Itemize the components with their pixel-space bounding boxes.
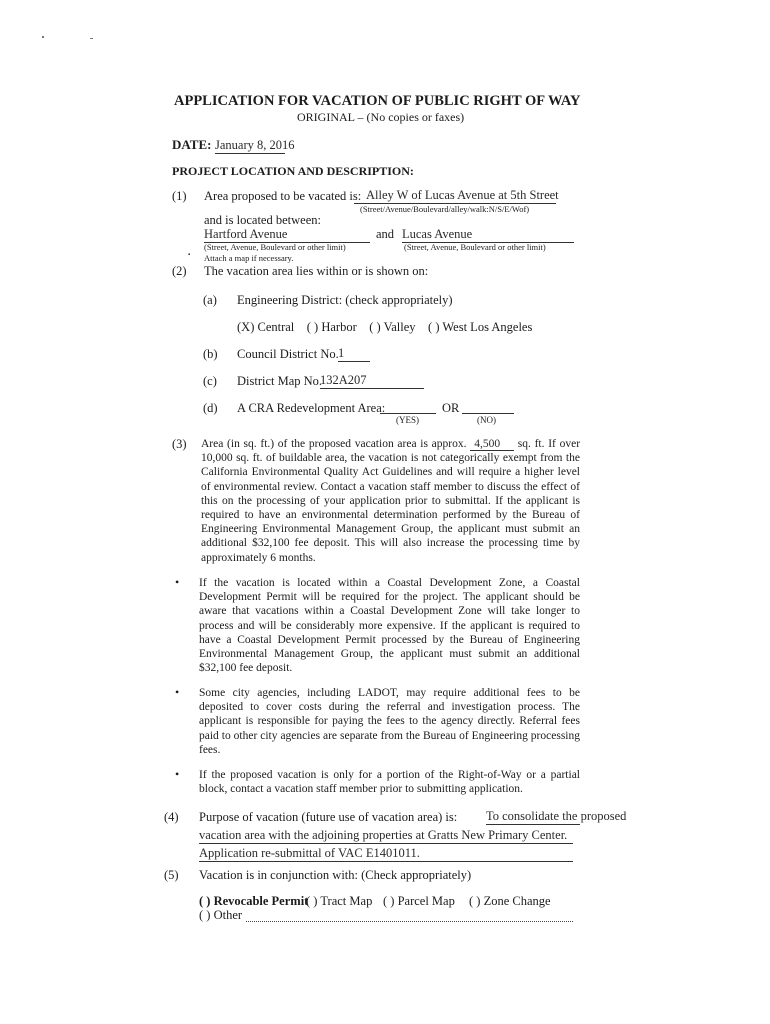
cra-or: OR: [442, 401, 460, 415]
item4-purpose-line1[interactable]: To consolidate the proposed: [486, 809, 627, 823]
item2d-label: A CRA Redevelopment Area:: [237, 401, 386, 415]
other-checkbox[interactable]: ( ) Other: [199, 908, 243, 922]
date-value[interactable]: January 8, 2016: [215, 138, 295, 152]
item2-label: The vacation area lies within or is shown on:: [204, 264, 429, 278]
item5-number: (5): [164, 868, 179, 882]
bullet-dot-icon: •: [175, 767, 180, 781]
page-title: APPLICATION FOR VACATION OF PUBLIC RIGHT OF WAY: [174, 93, 581, 109]
item1-between-b-field[interactable]: Lucas Avenue: [402, 227, 574, 243]
item2a-label: Engineering District: (check appropriately): [237, 293, 453, 307]
item4-purpose-line2[interactable]: vacation area with the adjoining properties at Gratts New Primary Center.: [199, 828, 573, 844]
scan-speck: [90, 38, 93, 39]
bullet-square-icon: ▪: [188, 252, 191, 258]
item5-label: Vacation is in conjunction with: (Check appropriately): [199, 868, 472, 882]
item1-attach-note: Attach a map if necessary.: [204, 253, 294, 263]
district-options[interactable]: (X) Central ( ) Harbor ( ) Valley ( ) West Los Angeles: [237, 320, 533, 334]
tract-map-checkbox[interactable]: ( ) Tract Map: [306, 894, 373, 908]
scan-speck: [42, 36, 44, 38]
item1-between-label: and is located between:: [204, 213, 321, 227]
zone-change-checkbox[interactable]: ( ) Zone Change: [469, 894, 551, 908]
item2c-label: District Map No.: [237, 374, 323, 388]
section-title: PROJECT LOCATION AND DESCRIPTION:: [172, 164, 414, 178]
item2-number: (2): [172, 264, 187, 278]
cra-yes-field[interactable]: [380, 402, 436, 414]
revocable-permit-checkbox[interactable]: ( ) Revocable Permit: [199, 894, 309, 908]
item1-area-caption: (Street/Avenue/Boulevard/alley/walk:N/S/E/Wof): [360, 204, 530, 214]
item2a-number: (a): [203, 293, 217, 307]
item1-between-a-field[interactable]: Hartford Avenue: [204, 227, 370, 243]
bullet-agencies: Some city agencies, including LADOT, may require additional fees to be deposited to cover costs during the referral and investigation process. The applicant is responsible for paying the fees to the agency directly. Referral fees paid to other city agencies are separate from the Bureau of Engineering processing fees.: [199, 687, 580, 756]
cra-no-caption: (NO): [477, 415, 496, 425]
parcel-map-checkbox[interactable]: ( ) Parcel Map: [383, 894, 455, 908]
bullet-coastal: If the vacation is located within a Coastal Development Zone, a Coastal Development Permit will be required for the project. The applicant should be aware that vacations within a Coastal Development Zone will take longer to process and will be considerably more expensive. If the applicant is required to have a Coastal Development Permit processed by the Bureau of Engineering Environmental Management Group, the applicant must submit an additional $32,100 fee deposit.: [199, 577, 580, 675]
item1-label: Area proposed to be vacated is:: [204, 189, 362, 203]
other-line-field[interactable]: [246, 921, 573, 922]
item4-number: (4): [164, 810, 179, 824]
page-subtitle: ORIGINAL – (No copies or faxes): [297, 110, 465, 124]
cra-yes-caption: (YES): [396, 415, 419, 425]
item1-area-field[interactable]: Alley W of Lucas Avenue at 5th Street: [354, 188, 556, 204]
council-district-field[interactable]: 1: [338, 346, 370, 362]
item3-pre: Area (in sq. ft.) of the proposed vacation area is approx.: [201, 438, 467, 450]
bullet-dot-icon: •: [175, 685, 180, 699]
item1-caption-a: (Street, Avenue, Boulevard or other limit): [204, 242, 346, 252]
item2d-number: (d): [203, 401, 218, 415]
item2b-number: (b): [203, 347, 218, 361]
item3-number: (3): [172, 437, 187, 451]
item3-paragraph: [201, 437, 580, 565]
item2b-label: Council District No.: [237, 347, 339, 361]
item1-caption-b: (Street, Avenue, Boulevard or other limit): [404, 242, 546, 252]
cra-no-field[interactable]: [462, 402, 514, 414]
item1-number: (1): [172, 189, 187, 203]
item2c-number: (c): [203, 374, 217, 388]
item3-area-field[interactable]: 4,500: [470, 438, 514, 451]
district-map-field[interactable]: 132A207: [320, 373, 424, 389]
item4-purpose-line3[interactable]: Application re-submittal of VAC E1401011.: [199, 846, 573, 862]
item3-post: sq. ft. If over 10,000 sq. ft. of buildable area, the vacation is not categorically exempt from the California Environmental Quality Act Guidelines and will require a higher level of environmental review. Contact a vacation staff member to discuss the effect of this on the processing of your application prior to submittal. If the applicant is required to have an environmental determination performed by the Bureau of Engineering Environmental Management Group, the applicant must submit an additional $32,100 fee deposit. This will also increase the processing time by approximately 6 months.: [201, 438, 581, 564]
bullet-partial: If the proposed vacation is only for a portion of the Right-of-Way or a partial block, contact a vacation staff member prior to submitting application.: [199, 769, 580, 796]
item4-label: Purpose of vacation (future use of vacation area) is:: [199, 810, 458, 824]
item1-and: and: [376, 227, 395, 241]
bullet-dot-icon: •: [175, 575, 180, 589]
date-label: DATE:: [172, 137, 212, 152]
